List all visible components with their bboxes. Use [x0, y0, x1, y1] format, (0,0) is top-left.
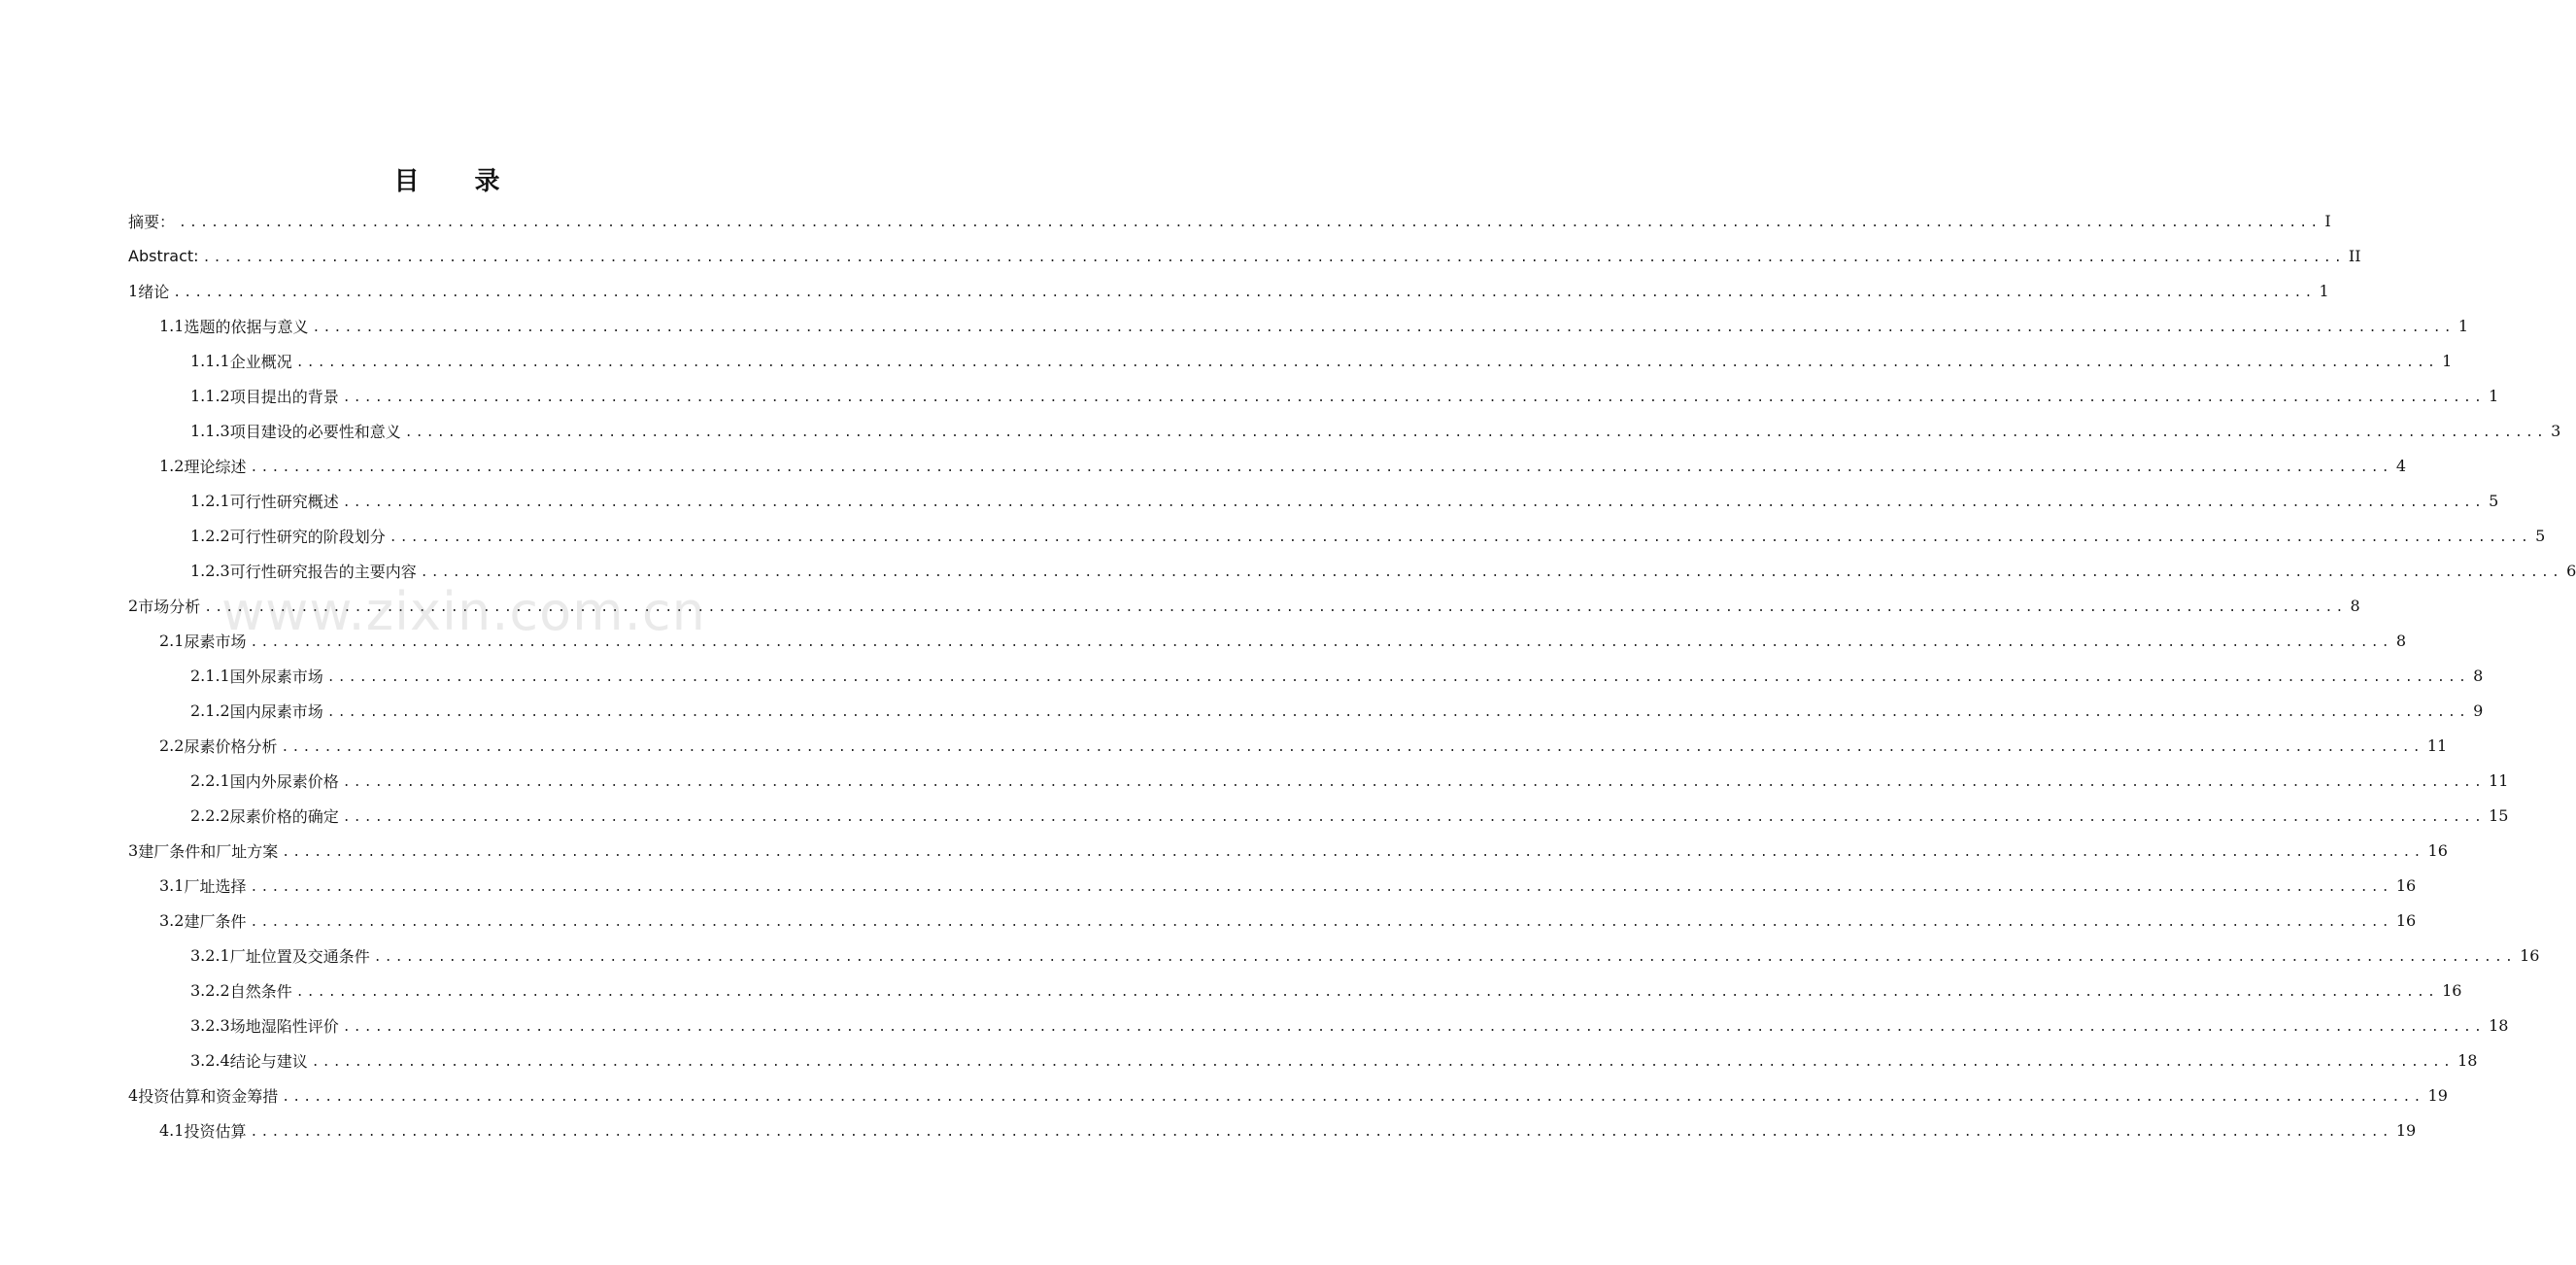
toc-entry-page: 18 [2489, 1015, 2509, 1035]
toc-entry-number: 1.2.2 [190, 526, 230, 545]
toc-entry[interactable] [128, 833, 2448, 868]
toc-entry-label: 项目提出的背景 [229, 387, 339, 406]
dot-leader: ........................................................................................................................................................................................................ [326, 669, 2470, 685]
dot-leader: ........................................................................................................................................................................................................ [250, 634, 2392, 650]
toc-entry-label: 厂址位置及交通条件 [229, 946, 370, 966]
toc-entry[interactable] [128, 868, 2417, 903]
toc-entry-number: 2.2.2 [190, 805, 230, 825]
toc-entry-label: 尿素市场 [184, 632, 247, 651]
toc-entry-label: 理论综述 [184, 457, 247, 476]
toc-entry-label: 项目建设的必要性和意义 [229, 422, 401, 441]
watermark: www.zixin.com.cn [221, 581, 706, 642]
toc-entry-number: 2.1.2 [190, 701, 230, 720]
toc-entry-page: 8 [2473, 666, 2484, 685]
toc-entry-page: 16 [2520, 945, 2540, 965]
toc-entry-label: 市场分析 [138, 597, 201, 616]
dot-leader: ........................................................................................................................................................................................................ [179, 215, 2322, 230]
toc-entry-number: 2.2 [159, 735, 185, 755]
toc-entry-label: 投资估算 [184, 1121, 247, 1141]
toc-entry-label: Abstract: [128, 246, 199, 265]
toc-entry[interactable] [128, 1077, 2448, 1112]
dot-leader: ........................................................................................................................................................................................................ [295, 984, 2439, 1000]
toc-entry[interactable] [128, 308, 2468, 343]
dot-leader: ........................................................................................................................................................................................................ [282, 844, 2424, 860]
toc-entry[interactable] [128, 273, 2329, 308]
toc-entry[interactable] [128, 798, 2509, 833]
toc-entry-label: 国内外尿素价格 [229, 771, 339, 791]
toc-entry-page: 16 [2395, 910, 2417, 930]
toc-entry-label: 可行性研究的阶段划分 [229, 527, 386, 546]
toc-entry[interactable] [128, 973, 2462, 1008]
toc-entry[interactable] [128, 553, 2576, 588]
toc-entry-page: 9 [2473, 701, 2484, 720]
toc-entry-number: 1.2 [159, 456, 185, 475]
toc-entry-label: 可行性研究报告的主要内容 [229, 562, 417, 581]
toc-entry-page: 11 [2489, 770, 2509, 790]
toc-entry-page: 8 [2350, 596, 2360, 615]
toc-entry-number: 1.1 [159, 316, 185, 335]
toc-entry-label: 尿素价格分析 [184, 736, 278, 756]
toc-entry-page: 19 [2395, 1120, 2417, 1140]
toc-entry[interactable] [128, 413, 2561, 448]
toc-entry-label: 国内尿素市场 [229, 701, 323, 721]
toc-entry-page: 15 [2489, 805, 2509, 825]
toc-entry-label: 自然条件 [229, 981, 292, 1001]
toc-entry-number: 3.2 [159, 910, 185, 930]
toc-entry[interactable] [128, 378, 2499, 413]
toc-entry-label: 场地湿陷性评价 [229, 1016, 339, 1036]
dot-leader: ........................................................................................................................................................................................................ [282, 1089, 2424, 1105]
toc-entry[interactable] [128, 448, 2406, 483]
toc-entry-label: 企业概况 [229, 352, 292, 371]
toc-entry-page: 11 [2426, 735, 2448, 755]
toc-entry[interactable] [128, 203, 2331, 238]
toc-entry-page: 1 [2319, 281, 2329, 300]
toc-entry-number: 1.1.3 [190, 421, 230, 440]
toc-entry-label: 摘要： [128, 212, 176, 231]
toc-entry[interactable] [128, 1112, 2417, 1147]
page-title: 目 录 [393, 167, 524, 196]
toc-entry[interactable] [128, 938, 2540, 973]
toc-entry-page: 16 [2395, 875, 2417, 895]
toc-entry[interactable] [128, 763, 2509, 798]
table-of-contents [128, 203, 2576, 1147]
toc-entry[interactable] [128, 518, 2546, 553]
toc-entry[interactable] [128, 658, 2484, 693]
toc-entry-number: 2.2.1 [190, 770, 230, 790]
toc-entry[interactable] [128, 903, 2417, 938]
dot-leader: ........................................................................................................................................................................................................ [250, 460, 2392, 475]
toc-entry-label: 投资估算和资金筹措 [138, 1086, 279, 1106]
toc-entry-number: 3.2.2 [190, 980, 230, 1000]
toc-entry-page: 16 [2442, 980, 2462, 1000]
toc-entry-page: I [2324, 211, 2331, 230]
toc-entry-label: 结论与建议 [229, 1051, 308, 1071]
toc-entry-label: 尿素价格的确定 [229, 806, 339, 826]
toc-entry-page: II [2348, 246, 2361, 265]
toc-entry-label: 国外尿素市场 [229, 667, 323, 686]
dot-leader: ........................................................................................................................................................................................................ [326, 704, 2470, 720]
toc-entry[interactable] [128, 728, 2448, 763]
toc-entry-label: 可行性研究概述 [229, 492, 339, 511]
toc-entry[interactable] [128, 623, 2406, 658]
toc-entry-page: 1 [2442, 351, 2453, 370]
toc-entry-page: 6 [2566, 561, 2576, 580]
toc-entry-page: 3 [2551, 421, 2561, 440]
dot-leader: ........................................................................................................................................................................................................ [312, 320, 2455, 335]
toc-entry-number: 2.1 [159, 631, 185, 650]
dot-leader: ........................................................................................................................................................................................................ [281, 739, 2423, 755]
toc-entry-label: 建厂条件 [184, 911, 247, 931]
dot-leader: ........................................................................................................................................................................................................ [342, 390, 2486, 405]
toc-entry-number: 4.1 [159, 1120, 185, 1140]
toc-entry-number: 3.1 [159, 875, 185, 895]
dot-leader: ........................................................................................................................................................................................................ [295, 355, 2439, 370]
toc-entry[interactable] [128, 343, 2453, 378]
toc-entry[interactable] [128, 1043, 2478, 1077]
toc-entry-page: 18 [2457, 1050, 2478, 1070]
toc-entry-number: 2 [128, 596, 139, 615]
dot-leader: ........................................................................................................................................................................................................ [250, 914, 2392, 930]
toc-entry-number: 1.1.2 [190, 386, 230, 405]
toc-entry-page: 5 [2489, 491, 2499, 510]
toc-entry-number: 3.2.1 [190, 945, 230, 965]
toc-entry-label: 建厂条件和厂址方案 [138, 841, 279, 861]
toc-entry[interactable] [128, 1008, 2509, 1043]
dot-leader: ........................................................................................................................................................................................................ [250, 1124, 2392, 1140]
toc-entry-number: 1.2.3 [190, 561, 230, 580]
toc-entry-page: 8 [2395, 631, 2406, 650]
toc-entry-page: 16 [2427, 840, 2448, 860]
toc-entry-number: 3 [128, 840, 139, 860]
dot-leader: ........................................................................................................................................................................................................ [250, 879, 2392, 895]
toc-entry-number: 1.1.1 [190, 351, 230, 370]
toc-entry-page: 19 [2427, 1085, 2448, 1105]
dot-leader: ........................................................................................................................................................................................................ [311, 1054, 2455, 1070]
dot-leader: ........................................................................................................................................................................................................ [173, 285, 2316, 300]
dot-leader: ........................................................................................................................................................................................................ [389, 530, 2532, 545]
toc-entry-number: 2.1.1 [190, 666, 230, 685]
toc-entry-label: 厂址选择 [184, 876, 247, 896]
toc-entry-number: 3.2.4 [190, 1050, 230, 1070]
dot-leader: ........................................................................................................................................................................................................ [373, 949, 2517, 965]
toc-entry-number: 3.2.3 [190, 1015, 230, 1035]
toc-entry-number: 4 [128, 1085, 139, 1105]
dot-leader: ........................................................................................................................................................................................................ [202, 250, 2345, 265]
dot-leader: ........................................................................................................................................................................................................ [420, 564, 2563, 580]
toc-entry[interactable] [128, 483, 2499, 518]
toc-entry-page: 1 [2457, 316, 2468, 335]
toc-entry-page: 5 [2535, 526, 2546, 545]
toc-entry[interactable] [128, 238, 2361, 273]
toc-entry-number: 1 [128, 281, 139, 300]
dot-leader: ........................................................................................................................................................................................................ [342, 495, 2486, 510]
toc-entry-page: 4 [2395, 456, 2406, 475]
dot-leader: ........................................................................................................................................................................................................ [204, 599, 2347, 615]
dot-leader: ........................................................................................................................................................................................................ [342, 809, 2486, 825]
dot-leader: ........................................................................................................................................................................................................ [404, 425, 2548, 440]
toc-entry-label: 选题的依据与意义 [184, 317, 309, 336]
toc-entry[interactable] [128, 693, 2484, 728]
toc-entry-page: 1 [2489, 386, 2499, 405]
dot-leader: ........................................................................................................................................................................................................ [342, 1019, 2486, 1035]
toc-entry-number: 1.2.1 [190, 491, 230, 510]
toc-entry[interactable] [128, 588, 2360, 623]
dot-leader: ........................................................................................................................................................................................................ [342, 774, 2486, 790]
toc-entry-label: 绪论 [138, 282, 170, 301]
